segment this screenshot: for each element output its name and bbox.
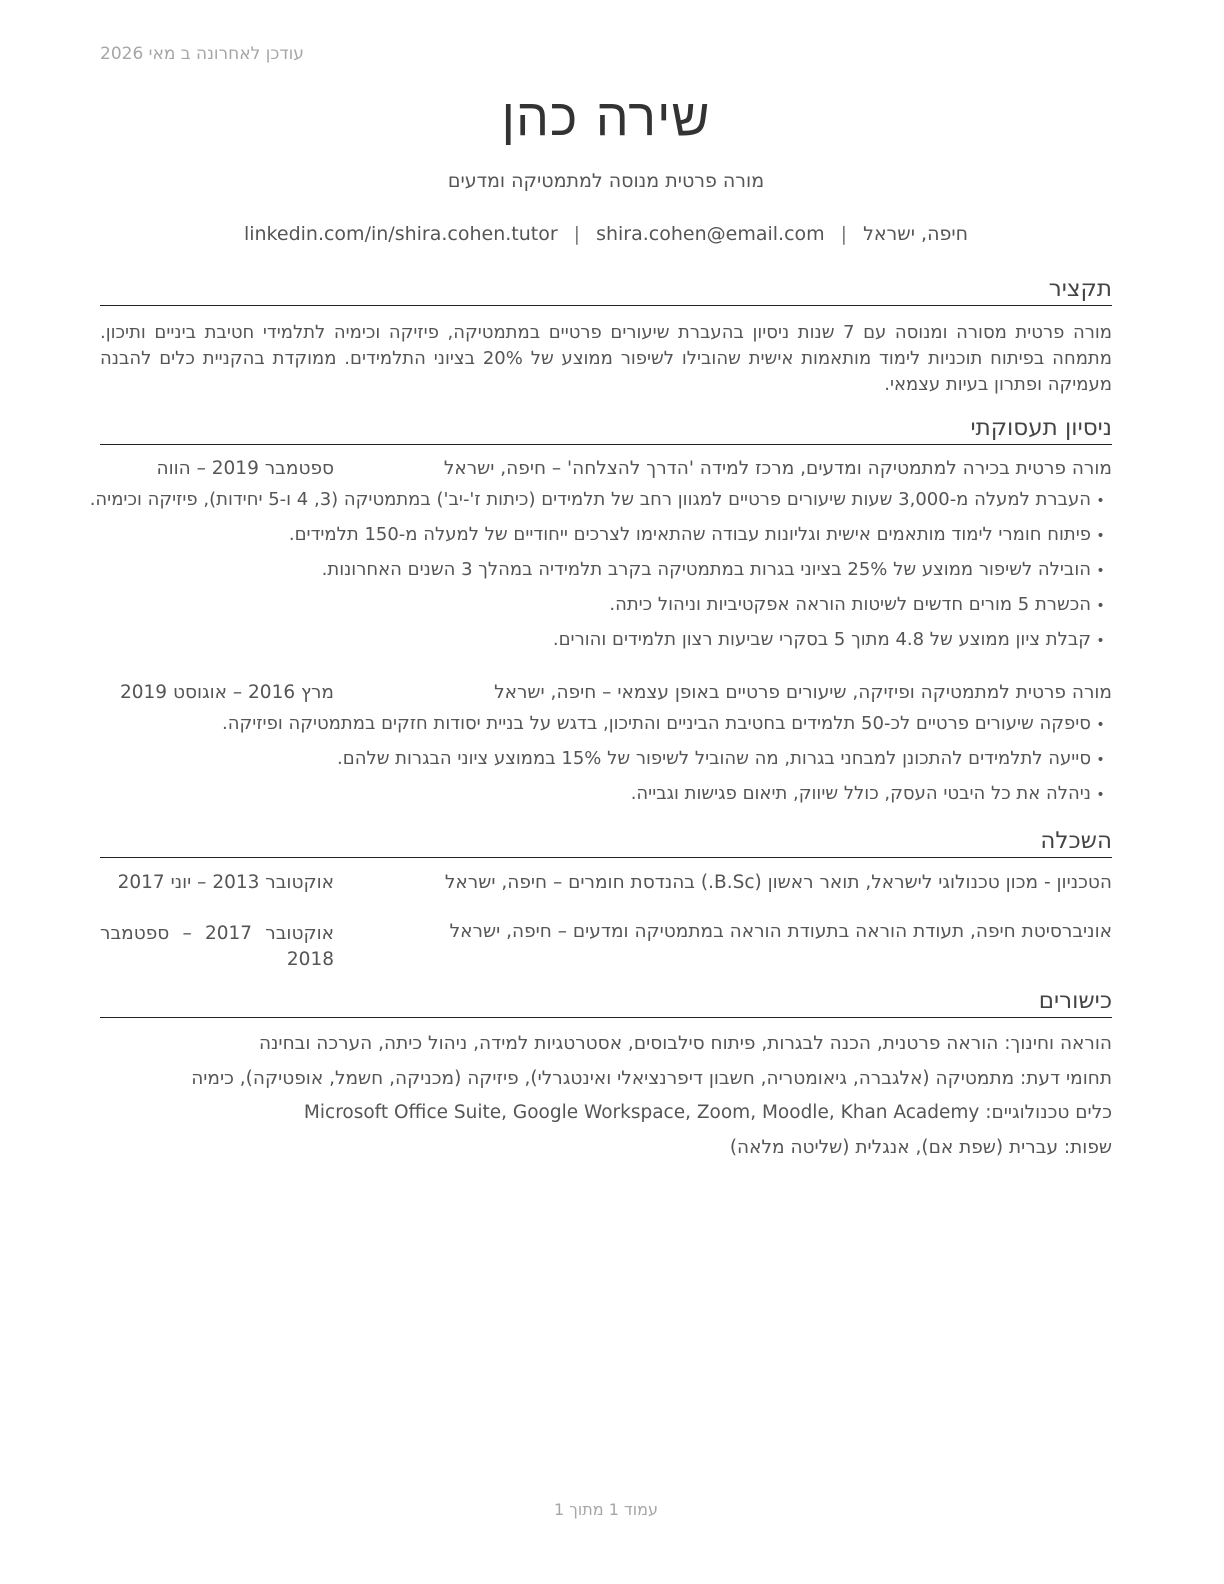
- bullet-dot-icon: •: [1096, 717, 1105, 733]
- bullet-dot-icon: •: [1096, 563, 1105, 579]
- education-dates: אוקטובר 2013 – יוני 2017: [117, 872, 334, 893]
- bullet-item: •פיתוח חומרי לימוד מותאמים אישית וגליונות עבודה שהתאימו לצרכים ייחודיים של למעלה מ-150 תלמידים.: [100, 522, 1112, 557]
- bullet-dot-icon: •: [1096, 633, 1105, 649]
- section-title-experience: ניסיון תעסוקתי: [100, 414, 1112, 445]
- section-title-education: השכלה: [100, 827, 1112, 858]
- bullet-item: •הכשרת 5 מורים חדשים לשיטות הוראה אפקטיביות וניהול כיתה.: [100, 592, 1112, 627]
- job-dates: מרץ 2016 – אוגוסט 2019: [119, 682, 334, 703]
- bullet-dot-icon: •: [1096, 752, 1105, 768]
- bullet-item: •הובילה לשיפור ממוצע של 25% בציוני בגרות במתמטיקה בקרב תלמידיה במהלך 3 השנים האחרונות.: [100, 557, 1112, 592]
- education-dates: אוקטובר 2017 – ספטמבר 2018: [100, 923, 334, 970]
- section-title-skills: כישורים: [100, 987, 1112, 1018]
- contact-linkedin[interactable]: linkedin.com/in/shira.cohen.tutor: [243, 223, 558, 245]
- summary-text: מורה פרטית מסורה ומנוסה עם 7 שנות ניסיון בהעברת שיעורים פרטיים במתמטיקה, פיזיקה וכימיה לתלמידי חטיבת ביניים ותיכון. מתמחה בפיתוח תוכניות לימוד מותאמות אישית שהובילו לשיפור ממוצע של 20% בציוני התלמידים. ממוקדת בהקניית כלים להבנה מעמיקה ופתרון בעיות עצמאי.: [100, 322, 1112, 395]
- candidate-name: שירה כהן: [501, 88, 711, 148]
- education-item: [100, 872, 1112, 893]
- skills-list: [100, 1031, 1112, 1169]
- skill-item: הוראה וחינוך: הוראה פרטנית, הכנה לבגרות, פיתוח סילבוסים, אסטרטגיות למידה, ניהול כיתה, הערכה ובחינה: [258, 1033, 1112, 1054]
- contact-location: חיפה, ישראל: [863, 223, 969, 245]
- bullet-dot-icon: •: [1096, 528, 1105, 544]
- contact-separator: |: [840, 223, 848, 245]
- skill-item: כלים טכנולוגיים: Microsoft Office Suite, Google Workspace, Zoom, Moodle, Khan Academy: [303, 1102, 1112, 1123]
- skill-item: תחומי דעת: מתמטיקה (אלגברה, גיאומטריה, חשבון דיפרנציאלי ואינטגרלי), פיזיקה (מכניקה, חשמל, אופטיקה), כימיה: [191, 1067, 1112, 1089]
- education-institution: אוניברסיטת חיפה, תעודת הוראה בתעודת הוראה במתמטיקה ומדעים – חיפה, ישראל: [449, 921, 1112, 942]
- job-bullets: [100, 711, 1112, 816]
- bullet-dot-icon: •: [1096, 598, 1105, 614]
- education-item: [100, 921, 1112, 973]
- last-updated-label: עודכן לאחרונה ב מאי 2026: [100, 44, 304, 64]
- job-bullets: [89, 487, 1112, 662]
- job-header: [100, 458, 1112, 479]
- bullet-dot-icon: •: [1096, 787, 1105, 803]
- bullet-dot-icon: •: [1096, 493, 1105, 509]
- bullet-item: •ניהלה את כל היבטי העסק, כולל שיווק, תיאום פגישות וגבייה.: [100, 781, 1112, 816]
- contact-separator: |: [573, 223, 581, 245]
- job-header: [100, 682, 1112, 703]
- page-number: עמוד 1 מתוך 1: [554, 1500, 658, 1519]
- bullet-item: •קבלת ציון ממוצע של 4.8 מתוך 5 בסקרי שביעות רצון תלמידים והורים.: [100, 627, 1112, 662]
- bullet-item: •סיפקה שיעורים פרטיים לכ-50 תלמידים בחטיבת הביניים והתיכון, בדגש על בניית יסודות חזקים במתמטיקה ופיזיקה.: [100, 711, 1112, 746]
- bullet-item: •סייעה לתלמידים להתכונן למבחני בגרות, מה שהוביל לשיפור של 15% בממוצע ציוני הבגרות שלהם.: [100, 746, 1112, 781]
- education-institution: הטכניון - מכון טכנולוגי לישראל, תואר ראשון (B.Sc.) בהנדסת חומרים – חיפה, ישראל: [444, 872, 1112, 893]
- bullet-item: •העברת למעלה מ-3,000 שעות שיעורים פרטיים למגוון רחב של תלמידים (כיתות ז'-יב') במתמטיקה (3, 4 ו-5 יחידות), פיזיקה וכימיה.: [100, 487, 1112, 522]
- resume-page: [89, 0, 1112, 1584]
- job-dates: ספטמבר 2019 – הווה: [156, 458, 334, 479]
- job-role: מורה פרטית למתמטיקה ופיזיקה, שיעורים פרטיים באופן עצמאי – חיפה, ישראל: [494, 682, 1112, 703]
- contact-line: [100, 223, 1112, 245]
- section-title-summary: תקציר: [100, 275, 1112, 306]
- candidate-tagline: מורה פרטית מנוסה למתמטיקה ומדעים: [447, 170, 765, 192]
- job-role: מורה פרטית בכירה למתמטיקה ומדעים, מרכז למידה 'הדרך להצלחה' – חיפה, ישראל: [443, 458, 1112, 479]
- contact-email[interactable]: shira.cohen@email.com: [596, 223, 825, 245]
- skill-item: שפות: עברית (שפת אם), אנגלית (שליטה מלאה): [729, 1136, 1112, 1158]
